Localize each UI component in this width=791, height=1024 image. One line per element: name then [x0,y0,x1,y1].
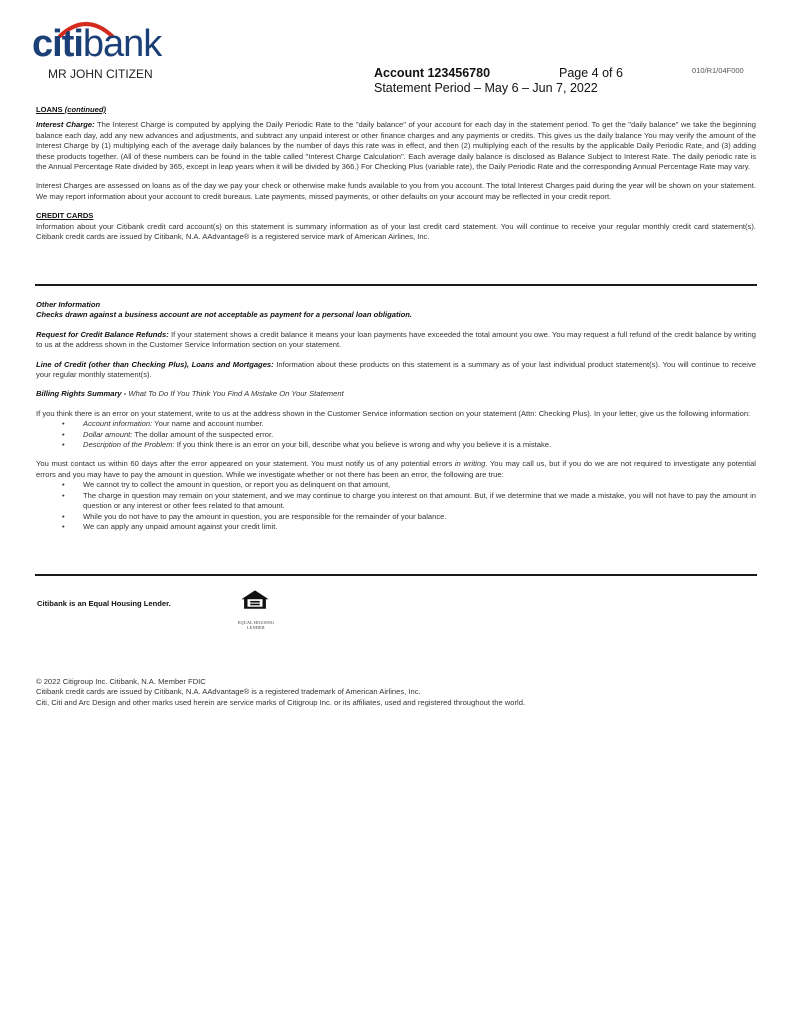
credit-cards-paragraph: Information about your Citibank credit card account(s) on this statement is summary information as of your last credit card statement. You will continue to receive your regular monthly credit card statement(s). Citibank credit cards are issued by Citibank, N.A. AAdvantage® is a registered service mark of American Airlines, Inc. [36,221,756,242]
section-divider [35,574,757,576]
page-number: Page 4 of 6 [559,66,623,80]
list-item: • We cannot try to collect the amount in question, or report you as delinquent on that amount, [62,480,756,490]
equal-housing-lender-icon [234,589,276,619]
list-item: • Account information: Your name and account number. [62,419,756,429]
credit-refunds-paragraph: Request for Credit Balance Refunds: If your statement shows a credit balance it means your loan payments have exceeded the total amount you owe. You may request a full refund of the credit balance by writing to us at the address shown in the Customer Service Information section on your statement. [36,329,756,350]
error-intro-paragraph: If you think there is an error on your statement, write to us at the address shown in the Customer Service information section on your statement (Attn: Checking Plus). In your letter, give us the following information: [36,408,751,418]
contact-deadline-paragraph: You must contact us within 60 days after the error appeared on your statement. You must notify us of any potential errors in writing. You may call us, but if you do we are not required to investigate any potential errors and you may have to pay the amount in question. While we investigate whether or not there has been an error, the following are true: [36,459,756,479]
other-information-heading: Other Information [36,300,101,309]
citibank-logo [32,18,172,65]
line-of-credit-paragraph: Line of Credit (other than Checking Plus), Loans and Mortgages: Information about these products on this statement is a summary as of your last individual product statement(s). You will continue to receive your regular monthly statement(s). [36,359,756,380]
document-code: 010/R1/04F000 [692,66,744,75]
equal-housing-caption: EQUAL HOUSING LENDER [237,620,275,630]
billing-rights-heading: Billing Rights Summary - What To Do If You Think You Find A Mistake On Your Statement [36,389,344,399]
customer-name: MR JOHN CITIZEN [48,67,153,81]
list-item: • We can apply any unpaid amount against your credit limit. [62,522,756,532]
trademark-line: Citi, Citi and Arc Design and other marks used herein are service marks of Citigroup Inc. or its affiliates, used and registered throughout the world. [36,697,526,707]
error-info-list [62,419,756,450]
list-item: • The charge in question may remain on your statement, and we may continue to charge you interest on that amount. But, if we determine that we made a mistake, you will not have to pay the amount in question or any interest or other fees related to that amount. [62,491,756,512]
interest-charge-paragraph: Interest Charge: The Interest Charge is computed by applying the Daily Periodic Rate to the "daily balance" of your account for each day in the statement period. To get the "daily balance" we take the beginning balance each day, add any new advances and adjustments, and subtract any unpaid interest or other finance charges and any payments or credits. This gives us the daily balance You may verify the amount of the Interest Charge by (1) multiplying each of the average daily balances by the number of days this rate was in effect, and then (2) multiplying each of the results by the applicable Daily Periodic Rate, and (3) adding these products together. (All of these numbers can be found in the table called "Interest Charge Calculation". Each average daily balance is disclosed as Balance Subject to Interest Rate. The daily periodic rate is the Annual Percentage Rate divided by 365, except in leap years when it will be divided by 366.) For Checking Plus (variable rate), the Daily Periodic Rate and the corresponding Annual Percentage Rate may vary. [36,120,756,172]
logo-wordmark: citibank [32,23,162,65]
credit-cards-heading: CREDIT CARDS [36,211,94,221]
section-divider [35,284,757,286]
list-item: • While you do not have to pay the amount in question, you are responsible for the remainder of your balance. [62,512,756,522]
equal-housing-statement: Citibank is an Equal Housing Lender. [37,599,171,608]
checks-notice: Checks drawn against a business account are not acceptable as payment for a personal loan obligation. [36,310,412,320]
loans-heading: LOANS (continued) [36,105,107,114]
loans-section [36,105,756,242]
other-information-section [36,300,756,532]
list-item: • Dollar amount: The dollar amount of the suspected error. [62,430,756,440]
list-item: • Description of the Problem: If you think there is an error on your bill, describe what you believe is wrong and why you believe it is a mistake. [62,440,756,450]
legal-footer [36,677,525,708]
statement-period: Statement Period – May 6 – Jun 7, 2022 [374,81,598,95]
credit-card-issuer-line: Citibank credit cards are issued by Citibank, N.A. AAdvantage® is a registered trademark of American Airlines, Inc. [36,687,421,697]
account-number: Account 123456780 [374,66,491,80]
interest-assessed-paragraph: Interest Charges are assessed on loans as of the day we pay your check or otherwise make funds available to you from you account. The total Interest Charges paid during the year will be shown on your statement. We may report information about your account to credit bureaus. Late payments, missed payments, or other defaults on your account may be reflected in your credit report. [36,181,756,201]
investigation-list [62,480,756,532]
copyright-line: © 2022 Citigroup Inc. Citibank, N.A. Member FDIC [36,677,206,686]
